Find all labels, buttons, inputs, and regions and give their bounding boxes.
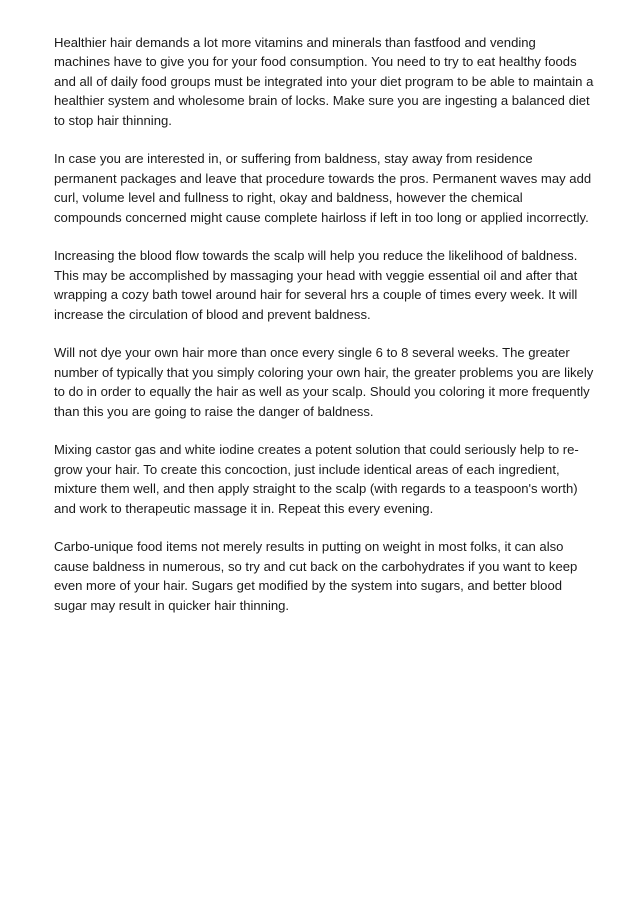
paragraph-blood-flow: Increasing the blood flow towards the scalp will help you reduce the likelihood of baldness. This may be accomplished by massaging your head with veggie essential oil and after that wrapping a cozy bath towel around hair for several hrs a couple of times every week. It will increase the circulation of blood and prevent baldness.	[54, 248, 578, 322]
paragraph-hair-dye: Will not dye your own hair more than once every single 6 to 8 several weeks. The greater number of typically that you simply coloring your own hair, the greater problems you are likely to do in order to equally the hair as well as your scalp. Should you coloring it more frequently than this you are going to raise the danger of baldness.	[54, 345, 594, 419]
paragraph-permanent-waves: In case you are interested in, or suffering from baldness, stay away from residence permanent packages and leave that procedure towards the pros. Permanent waves may add curl, volume level and fullness to right, okay and baldness, however the chemical compounds concerned might cause complete hairloss if left in too long or applied incorrectly.	[54, 151, 592, 225]
paragraph-carbohydrates: Carbo-unique food items not merely results in putting on weight in most folks, it can also cause baldness in numerous, so try and cut back on the carbohydrates if you want to keep even more of your hair. Sugars get modified by the system into sugars, and better blood sugar may result in quicker hair thinning.	[54, 539, 578, 613]
paragraph-castor-oil: Mixing castor gas and white iodine creates a potent solution that could seriously help to re-grow your hair. To create this concoction, just include identical areas of each ingredient, mixture them well, and then apply straight to the scalp (with regards to a teaspoon's worth) and work to therapeutic massage it in. Repeat this every evening.	[54, 442, 579, 516]
paragraph-nutrition: Healthier hair demands a lot more vitamins and minerals than fastfood and vending machines have to give you for your food consumption. You need to try to eat healthy foods and all of daily food groups must be integrated into your diet program to be able to maintain a healthier system and wholesome brain of locks. Make sure you are ingesting a balanced diet to stop hair thinning.	[54, 35, 594, 128]
document-body	[54, 33, 594, 635]
